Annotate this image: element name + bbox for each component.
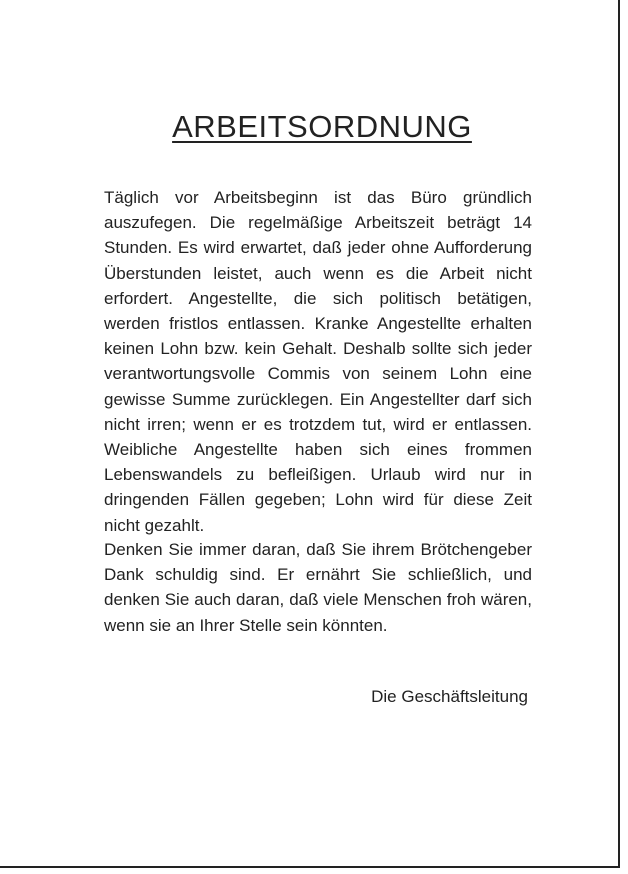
paragraph-reminder: Denken Sie immer daran, daß Sie ihrem Brötchengeber Dank schuldig sind. Er ernährt Sie schließlich, und denken Sie auch daran, daß viele Menschen froh wären, wenn sie an Ihrer Stelle sein könnten.	[104, 540, 532, 635]
signature: Die Geschäftsleitung	[371, 687, 528, 706]
paragraph-rules: Täglich vor Arbeitsbeginn ist das Büro gründlich auszufegen. Die regelmäßige Arbeitszeit beträgt 14 Stunden. Es wird erwartet, daß jeder ohne Aufforderung Überstunden leistet, auch wenn es die Arbeit nicht erfordert. Angestellte, die sich politisch betätigen, werden fristlos entlassen. Kranke Angestellte erhalten keinen Lohn bzw. kein Gehalt. Deshalb sollte sich jeder verantwortungsvolle Commis von seinem Lohn eine gewisse Summe zurücklegen. Ein Angestellter darf sich nicht irren; wenn er es trotzdem tut, wird er entlassen. Weibliche Angestellte haben sich eines frommen Lebenswandels zu befleißigen. Urlaub wird nur in dringenden Fällen gegeben; Lohn wird für diese Zeit nicht gezahlt.	[104, 188, 532, 535]
document-title-heading	[0, 109, 628, 145]
document-title: ARBEITSORDNUNG	[172, 108, 472, 144]
